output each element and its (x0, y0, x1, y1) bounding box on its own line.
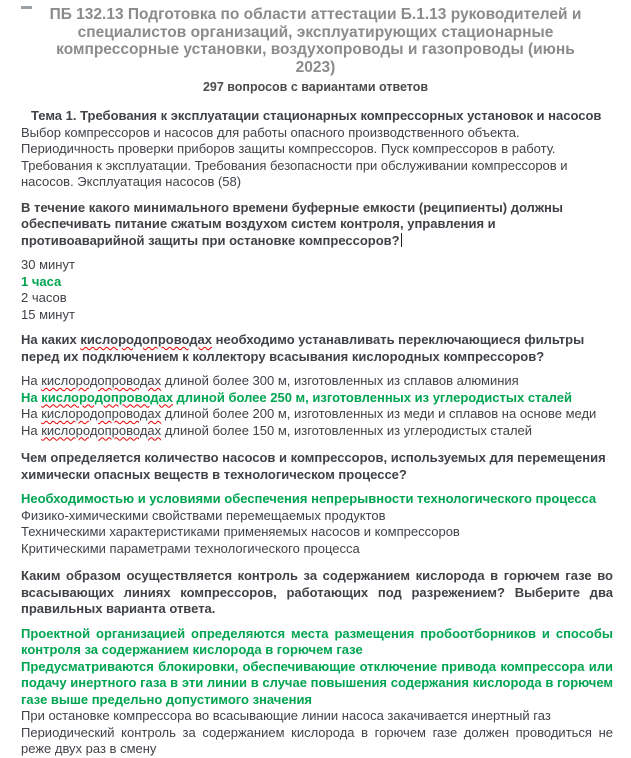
question-2-answers (21, 373, 613, 439)
topic-heading[interactable]: Тема 1. Требования к эксплуатации стационарных компрессорных установок и насосов (31, 108, 602, 123)
answer-option[interactable]: 15 минут (21, 306, 75, 322)
answer-option[interactable]: На кислородопроводах длиной более 150 м, изготовленных из углеродистых сталей (21, 422, 533, 438)
page-title[interactable]: ПБ 132.13 Подготовка по области аттестации Б.1.13 руководителей и специалистов организаций, эксплуатирующих стационарные компрессорные установки, воздухопроводы и газопроводы (июнь 2023) (49, 6, 582, 76)
answer-option[interactable]: При остановке компрессора во всасывающие линии насоса закачивается инертный газ (21, 708, 551, 723)
question-4-answers (21, 626, 613, 758)
correct-answer-option[interactable]: Предусматриваются блокировки, обеспечивающие отключение привода компрессора или подачу инертного газа в эти линии в случае повышения содержания кислорода в горючем газе выше предельно допустимого значения (21, 658, 613, 707)
correct-answer-option[interactable]: Необходимостью и условиями обеспечения непрерывности технологического процесса (21, 491, 597, 506)
misspelled-word: кислородопроводах (41, 406, 162, 421)
question-3-answers (21, 491, 613, 557)
correct-answer-option[interactable]: Проектной организацией определяются места размещения пробоотборников и способы контроля за содержанием кислорода в горючем газе (21, 625, 613, 657)
question-count-subtitle[interactable]: 297 вопросов с вариантами ответов (202, 80, 429, 94)
answer-option[interactable]: 2 часов (21, 290, 67, 305)
text-cursor (401, 233, 403, 247)
question-4-text[interactable]: Каким образом осуществляется контроль за содержанием кислорода в горючем газе во всасывающих линиях компрессоров, работающих под разрежением? Выберите два правильных варианта ответа. (21, 568, 613, 616)
question-2-suffix: необходимо устанавливать переключающиеся фильтры перед их подключением к коллектору всасывания кислородных компрессоров? (21, 332, 585, 364)
misspelled-word: кислородопроводах (41, 422, 162, 438)
answer-option[interactable]: Критическими параметрами технологического процесса (21, 540, 360, 556)
misspelled-word: кислородопроводах (41, 389, 173, 405)
document-page[interactable] (0, 6, 631, 756)
question-3-text[interactable]: Чем определяется количество насосов и компрессоров, используемых для перемещения химически опасных веществ в технологическом процессе? (21, 450, 606, 482)
misspelled-word: кислородопроводах (80, 332, 213, 347)
answer-option[interactable]: На кислородопроводах длиной более 300 м, изготовленных из сплавов алюминия (21, 373, 519, 388)
question-1-answers (21, 257, 613, 323)
answer-option[interactable]: Физико-химическими свойствами перемещаемых продуктов (21, 507, 386, 523)
answer-option[interactable]: 30 минут (21, 257, 75, 272)
question-2-text[interactable] (21, 332, 613, 365)
misspelled-word: кислородопроводах (41, 373, 162, 388)
correct-answer-option[interactable]: На кислородопроводах длиной более 250 м, изготовленных из углеродистых сталей (21, 389, 572, 405)
answer-option[interactable]: Техническими характеристиками применяемых насосов и компрессоров (21, 524, 460, 539)
correct-answer-option[interactable]: 1 часа (21, 273, 62, 289)
answer-option[interactable]: Периодический контроль за содержанием кислорода в горючем газе должен проводиться не реже двух раз в смену (21, 724, 613, 756)
window-fragment (21, 6, 32, 9)
document-body[interactable] (0, 108, 631, 758)
answer-option[interactable]: На кислородопроводах длиной более 200 м, изготовленных из меди и сплавов на основе меди (21, 406, 597, 421)
question-1-text[interactable] (21, 200, 613, 250)
question-1-body: В течение какого минимального времени буферные емкости (реципиенты) должны обеспечивать питание сжатым воздухом систем контроля, управления и противоаварийной защиты при остановке компрессоров? (21, 199, 563, 248)
question-2-prefix: На каких (21, 332, 81, 347)
topic-description[interactable]: Выбор компрессоров и насосов для работы опасного производственного объекта. Периодичность проверки приборов защиты компрессоров. Пуск компрессоров в работу. Требования к эксплуатации. Требования безопасности при обслуживании компрессоров и насосов. Эксплуатация насосов (58) (21, 124, 568, 189)
